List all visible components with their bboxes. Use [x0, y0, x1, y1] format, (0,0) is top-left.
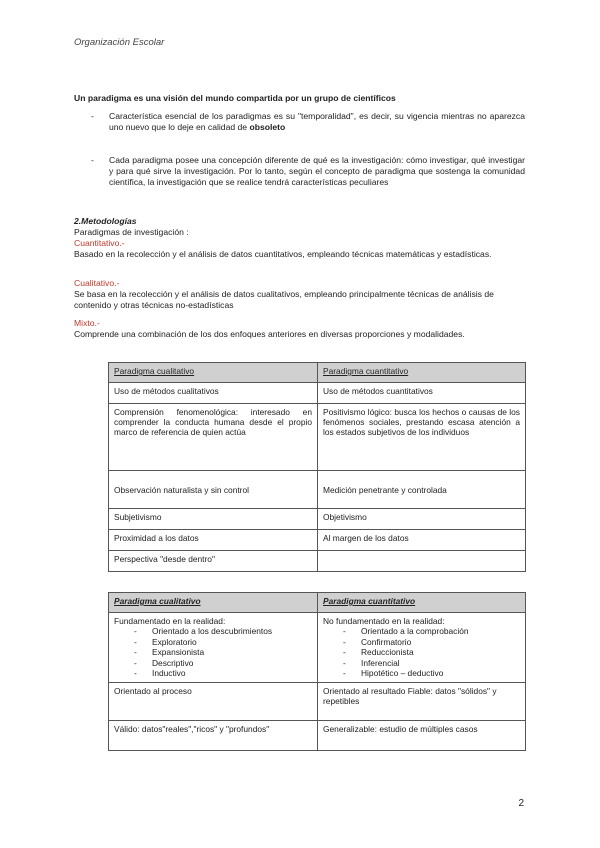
table-row: Válido: datos"reales","ricos" y "profundos" Generalizable: estudio de múltiples casos	[109, 720, 526, 750]
method-title: Cualitativo.-	[74, 278, 120, 288]
intro-heading: Un paradigma es una visión del mundo compartida por un grupo de científicos	[74, 93, 396, 103]
document-header: Organización Escolar	[74, 37, 165, 48]
section-heading: 2.Metodologías	[74, 216, 137, 226]
right-intro: No fundamentado en la realidad:	[323, 616, 445, 626]
list-item: - Orientado a la comprobación	[343, 626, 520, 637]
comparison-table-2	[108, 592, 526, 751]
table-row: Perspectiva "desde dentro"	[109, 551, 526, 572]
method-title: Cuantitativo.-	[74, 238, 125, 248]
list-item: - Expansionista	[134, 647, 312, 658]
bullet-dash: -	[91, 111, 94, 121]
bullet-item: Característica esencial de los paradigmas es su "temporalidad", es decir, su vigencia mientras no aparezca uno nuevo que lo deje en calidad de obsoleto	[109, 111, 525, 132]
comparison-table-1	[108, 362, 526, 572]
table-row: Comprensión fenomenológica: interesado en comprender la conducta humana desde el propio marco de referencia de quien actúa Positivismo lógico: busca los hechos o causas de los fenómenos sociales, prestando escasa atención a los estados subjetivos de los individuos	[109, 404, 526, 471]
table-header: Paradigma cuantitativo	[318, 593, 526, 613]
method-text: Basado en la recolección y el análisis de datos cuantitativos, empleando técnicas matemáticas y estadísticas.	[74, 249, 492, 259]
list-item: - Confirmatorio	[343, 637, 520, 648]
method-text: Comprende una combinación de los dos enfoques anteriores en diversas proporciones y modalidades.	[74, 329, 465, 339]
method-text: Se basa en la recolección y el análisis de datos cualitativos, empleando principalmente técnicas de análisis de contenido y otras técnicas no-estadísticas	[74, 289, 494, 310]
list-item: - Inductivo	[134, 668, 312, 679]
list-item: - Inferencial	[343, 658, 520, 669]
table-header: Paradigma cuantitativo	[318, 363, 526, 383]
list-item: - Reduccionista	[343, 647, 520, 658]
table-header: Paradigma cualitativo	[109, 363, 318, 383]
table-row: Observación naturalista y sin control Medición penetrante y controlada	[109, 471, 526, 509]
bullet-item: Cada paradigma posee una concepción diferente de qué es la investigación: cómo investigar, qué investigar y para qué sirve la investigación. Por lo tanto, según el concepto de paradigma que sostenga la comunidad científica, la investigación que se realice tendrá características peculiares	[109, 155, 525, 187]
table-row: Proximidad a los datos Al margen de los datos	[109, 530, 526, 551]
table-row: Orientado al proceso Orientado al resultado Fiable: datos "sólidos" y repetibles	[109, 682, 526, 720]
table-header: Paradigma cualitativo	[109, 593, 318, 613]
page-number: 2	[518, 798, 524, 809]
list-item: - Exploratorio	[134, 637, 312, 648]
bullet-dash: -	[91, 155, 94, 165]
table-row: Uso de métodos cualitativos Uso de métodos cuantitativos	[109, 383, 526, 404]
list-item: - Orientado a los descubrimientos	[134, 626, 312, 637]
section-subheading: Paradigmas de investigación :	[74, 227, 189, 237]
table-row: Subjetivismo Objetivismo	[109, 509, 526, 530]
left-intro: Fundamentado en la realidad:	[114, 616, 226, 626]
method-title: Mixto.-	[74, 318, 100, 328]
list-item: - Descriptivo	[134, 658, 312, 669]
left-list	[114, 626, 312, 679]
list-item: - Hipotético – deductivo	[343, 668, 520, 679]
right-list	[323, 626, 520, 679]
table-row	[109, 613, 526, 683]
